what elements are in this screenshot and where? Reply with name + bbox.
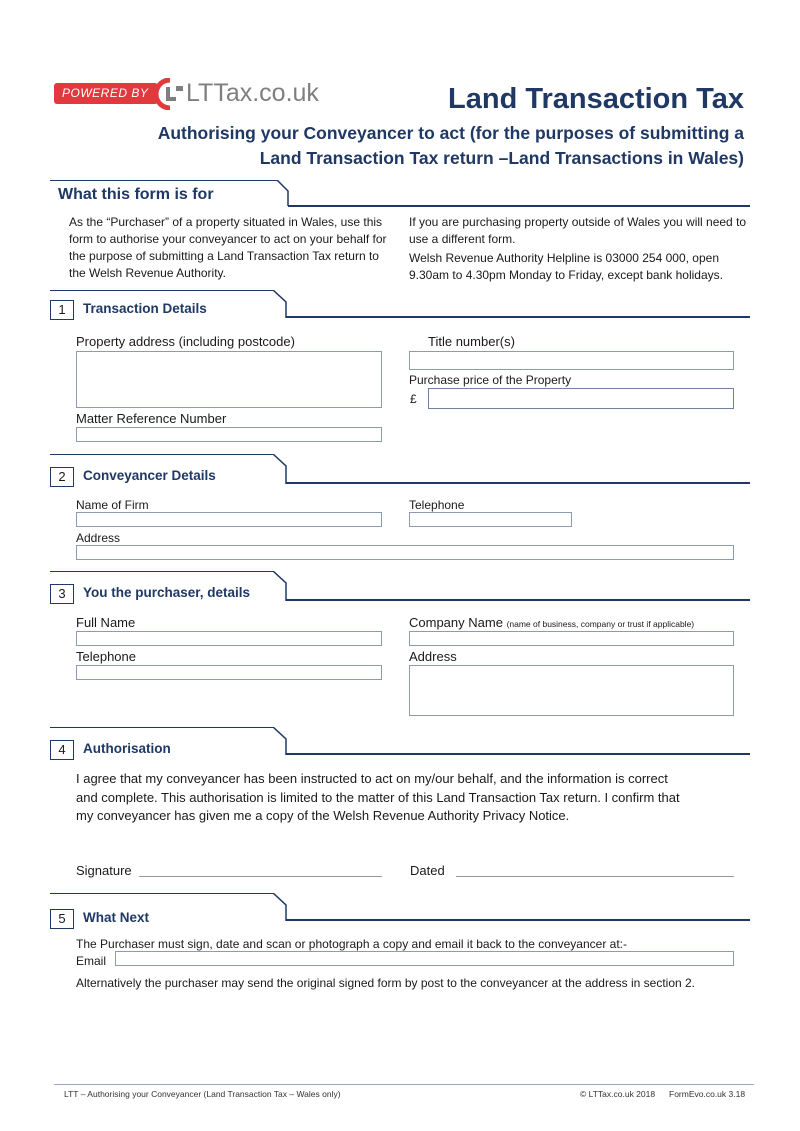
currency-symbol: £	[410, 392, 417, 406]
page-title: Land Transaction Tax	[448, 83, 744, 115]
section4-slant	[272, 727, 288, 755]
section3-number: 3	[50, 584, 74, 604]
company-name-field[interactable]	[409, 631, 734, 646]
footer-form-name: LTT – Authorising your Conveyancer (Land Transaction Tax – Wales only)	[64, 1089, 341, 1099]
matter-reference-label: Matter Reference Number	[76, 411, 227, 426]
dated-label: Dated	[410, 863, 445, 878]
section3-title: You the purchaser, details	[83, 585, 251, 600]
section5-number: 5	[50, 909, 74, 929]
section2-bottom-line	[286, 482, 750, 484]
intro-header-top-line	[50, 180, 278, 181]
intro-right-text-1: If you are purchasing property outside of Wales you will need to use a different form.	[409, 215, 747, 246]
section1-title: Transaction Details	[83, 301, 207, 316]
full-name-label: Full Name	[76, 615, 136, 630]
footer-copyright: © LTTax.co.uk 2018	[580, 1089, 656, 1099]
purchaser-address-label: Address	[409, 649, 457, 664]
section1-number: 1	[50, 300, 74, 320]
section5-slant	[272, 893, 288, 921]
authorisation-line-2: and complete. This authorisation is limited to the matter of this Land Transaction Tax return. I confirm that	[76, 789, 680, 805]
lttax-logo-icon	[152, 78, 188, 110]
email-field[interactable]	[115, 951, 734, 966]
subtitle-line-2: Land Transaction Tax return –Land Transactions in Wales)	[259, 148, 744, 168]
section5-top-line	[50, 893, 274, 894]
title-numbers-field[interactable]	[409, 351, 734, 370]
section2-slant	[272, 454, 288, 484]
section1-top-line	[50, 290, 274, 291]
what-next-alternative: Alternatively the purchaser may send the original signed form by post to the conveyancer at the address in section 2.	[76, 976, 696, 990]
authorisation-line-1: I agree that my conveyancer has been instructed to act on my/our behalf, and the information is correct	[76, 771, 668, 786]
footer-divider	[54, 1084, 754, 1085]
section1-slant	[272, 290, 288, 318]
subtitle-line-1: Authorising your Conveyancer to act (for the purposes of submitting a	[157, 123, 744, 143]
property-address-label: Property address (including postcode)	[76, 334, 295, 349]
company-name-note: (name of business, company or trust if applicable)	[506, 619, 695, 629]
section1-bottom-line	[286, 316, 750, 318]
what-next-instruction: The Purchaser must sign, date and scan or photograph a copy and email it back to the conveyancer at:-	[76, 937, 627, 951]
purchaser-telephone-field[interactable]	[76, 665, 382, 680]
property-address-field[interactable]	[76, 351, 382, 408]
purchase-price-field[interactable]	[428, 388, 734, 409]
section5-bottom-line	[286, 919, 750, 921]
conveyancer-telephone-label: Telephone	[409, 498, 465, 512]
email-label: Email	[76, 954, 107, 968]
powered-by-badge: POWERED BY	[54, 83, 158, 104]
section3-top-line	[50, 571, 274, 572]
section3-slant	[272, 571, 288, 601]
section4-top-line	[50, 727, 274, 728]
section2-top-line	[50, 454, 274, 455]
conveyancer-address-field[interactable]	[76, 545, 734, 560]
section3-bottom-line	[286, 599, 750, 601]
section5-title: What Next	[83, 910, 150, 925]
section4-bottom-line	[286, 753, 750, 755]
section4-number: 4	[50, 740, 74, 760]
company-name-label-wrap	[409, 615, 694, 632]
full-name-field[interactable]	[76, 631, 382, 646]
section2-number: 2	[50, 467, 74, 487]
conveyancer-address-label: Address	[76, 531, 121, 545]
purchaser-telephone-label: Telephone	[76, 649, 136, 664]
company-name-label: Company Name	[409, 615, 503, 630]
footer-version: FormEvo.co.uk 3.18	[669, 1089, 746, 1099]
logo-brand-text: LTTax.co.uk	[186, 79, 319, 107]
section2-title: Conveyancer Details	[83, 468, 216, 483]
intro-right-text-2: Welsh Revenue Authority Helpline is 03000 254 000, open 9.30am to 4.30pm Monday to Friday, except bank holidays.	[409, 251, 723, 282]
purchase-price-label: Purchase price of the Property	[409, 373, 572, 387]
purchaser-address-field[interactable]	[409, 665, 734, 716]
intro-heading: What this form is for	[58, 186, 214, 203]
authorisation-statement	[76, 770, 756, 826]
conveyancer-telephone-field[interactable]	[409, 512, 572, 527]
authorisation-line-3: my conveyancer has given me a copy of the Welsh Revenue Authority Privacy Notice.	[76, 808, 570, 823]
dated-line[interactable]	[456, 876, 734, 877]
page-subtitle	[44, 121, 744, 171]
firm-name-field[interactable]	[76, 512, 382, 527]
intro-header-slant	[276, 180, 290, 206]
signature-label: Signature	[76, 863, 132, 878]
intro-left-text: As the “Purchaser” of a property situated in Wales, use this form to authorise your conveyancer to act on your behalf for the purpose of submitting a Land Transaction Tax return to the Welsh Revenue Authority.	[69, 215, 387, 280]
section4-title: Authorisation	[83, 741, 171, 756]
intro-header-bottom-line	[288, 205, 750, 207]
signature-line[interactable]	[139, 876, 382, 877]
firm-name-label: Name of Firm	[76, 498, 149, 512]
matter-reference-field[interactable]	[76, 427, 382, 442]
title-numbers-label: Title number(s)	[428, 334, 515, 349]
